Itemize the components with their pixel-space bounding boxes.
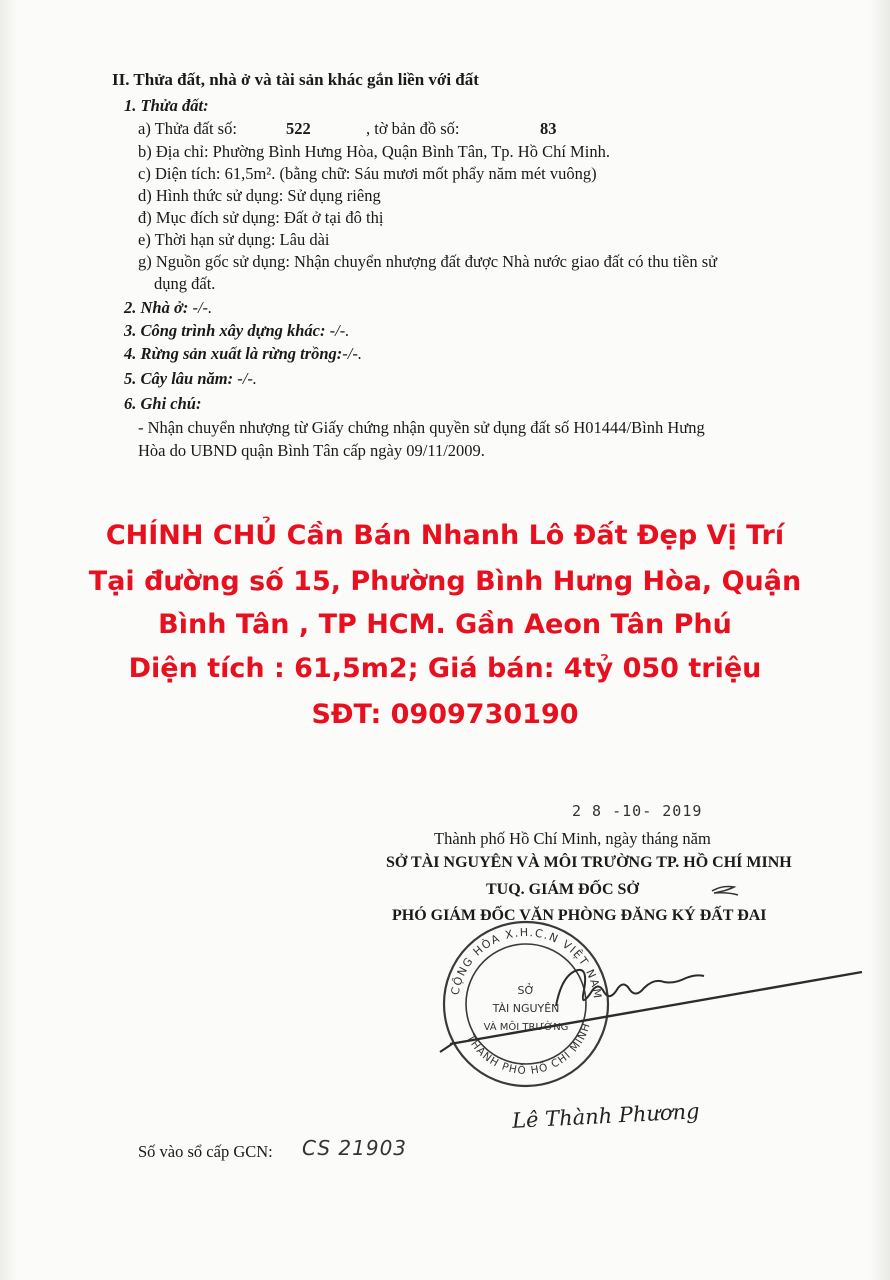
land-origin-line1: g) Nguồn gốc sử dụng: Nhận chuyển nhượng đất được Nhà nước giao đất có thu tiền sử bbox=[138, 252, 718, 271]
seal-center-3: VÀ MÔI TRƯỜNG bbox=[483, 1022, 569, 1033]
land-area: c) Diện tích: 61,5m². (bằng chữ: Sáu mươi mốt phẩy năm mét vuông) bbox=[138, 164, 597, 183]
house-label: 2. Nhà ở: bbox=[124, 298, 189, 317]
map-sheet-label: , tờ bản đồ số: bbox=[366, 119, 460, 138]
parcel-label: a) Thửa đất số: bbox=[138, 119, 237, 138]
seal-outer-text: CỘNG HÒA X.H.C.N VIỆT NAM bbox=[448, 925, 605, 1001]
tuq-line: TUQ. GIÁM ĐỐC SỞ bbox=[486, 881, 639, 898]
note-line2: Hòa do UBND quận Bình Tân cấp ngày 09/11/2009. bbox=[138, 441, 485, 460]
seal-bottom-text: THÀNH PHỐ HỒ CHÍ MINH bbox=[464, 1020, 594, 1078]
note-line1: - Nhận chuyển nhượng từ Giấy chứng nhận quyền sử dụng đất số H01444/Bình Hưng bbox=[138, 418, 705, 437]
place-date: Thành phố Hồ Chí Minh, ngày tháng năm bbox=[434, 829, 711, 848]
promo-line-1: CHÍNH CHỦ Cần Bán Nhanh Lô Đất Đẹp Vị Trí bbox=[105, 520, 785, 551]
official-seal bbox=[444, 922, 608, 1086]
gcn-label: Số vào sổ cấp GCN: bbox=[138, 1142, 273, 1161]
note-label: 6. Ghi chú: bbox=[124, 394, 202, 413]
promo-line-4: Diện tích : 61,5m2; Giá bán: 4tỷ 050 triệu bbox=[128, 653, 762, 684]
handwritten-date: 2 8 -10- 2019 bbox=[572, 802, 703, 820]
promo-line-5: SĐT: 0909730190 bbox=[311, 699, 579, 730]
signature-tail bbox=[440, 1044, 452, 1052]
forest-label: 4. Rừng sản xuất là rừng trồng: bbox=[124, 344, 343, 363]
promo-line-3: Bình Tân , TP HCM. Gần Aeon Tân Phú bbox=[158, 609, 732, 640]
gcn-number: CS 21903 bbox=[302, 1136, 408, 1160]
seal-center-1: SỞ bbox=[517, 984, 535, 997]
perennial-value: -/-. bbox=[233, 369, 257, 388]
construction-label: 3. Công trình xây dựng khác: bbox=[124, 321, 326, 340]
authority-name: SỞ TÀI NGUYÊN VÀ MÔI TRƯỜNG TP. HỒ CHÍ MINH bbox=[386, 854, 792, 871]
house-value: -/-. bbox=[188, 298, 213, 317]
land-heading: 1. Thửa đất: bbox=[124, 96, 209, 115]
section-title: II. Thửa đất, nhà ở và tài sản khác gắn liền với đất bbox=[112, 70, 479, 89]
signer-name: Lê Thành Phương bbox=[511, 1099, 701, 1133]
land-usage-form: d) Hình thức sử dụng: Sử dụng riêng bbox=[138, 186, 381, 205]
initial-flourish bbox=[712, 887, 738, 896]
parcel-number: 522 bbox=[286, 119, 311, 138]
forest-value: -/-. bbox=[342, 344, 362, 363]
land-address: b) Địa chỉ: Phường Bình Hưng Hòa, Quận Bình Tân, Tp. Hồ Chí Minh. bbox=[138, 142, 610, 161]
office-title: PHÓ GIÁM ĐỐC VĂN PHÒNG ĐĂNG KÝ ĐẤT ĐAI bbox=[392, 907, 767, 924]
map-sheet-number: 83 bbox=[540, 119, 557, 138]
perennial-label: 5. Cây lâu năm: bbox=[124, 369, 234, 388]
land-usage-purpose: đ) Mục đích sử dụng: Đất ở tại đô thị bbox=[138, 208, 384, 227]
land-usage-term: e) Thời hạn sử dụng: Lâu dài bbox=[138, 230, 330, 249]
land-origin-line2: dụng đất. bbox=[154, 274, 216, 293]
construction-value: -/-. bbox=[325, 321, 350, 340]
promo-line-2: Tại đường số 15, Phường Bình Hưng Hòa, Quận bbox=[88, 566, 802, 597]
seal-center-2: TÀI NGUYÊN bbox=[492, 1002, 560, 1015]
